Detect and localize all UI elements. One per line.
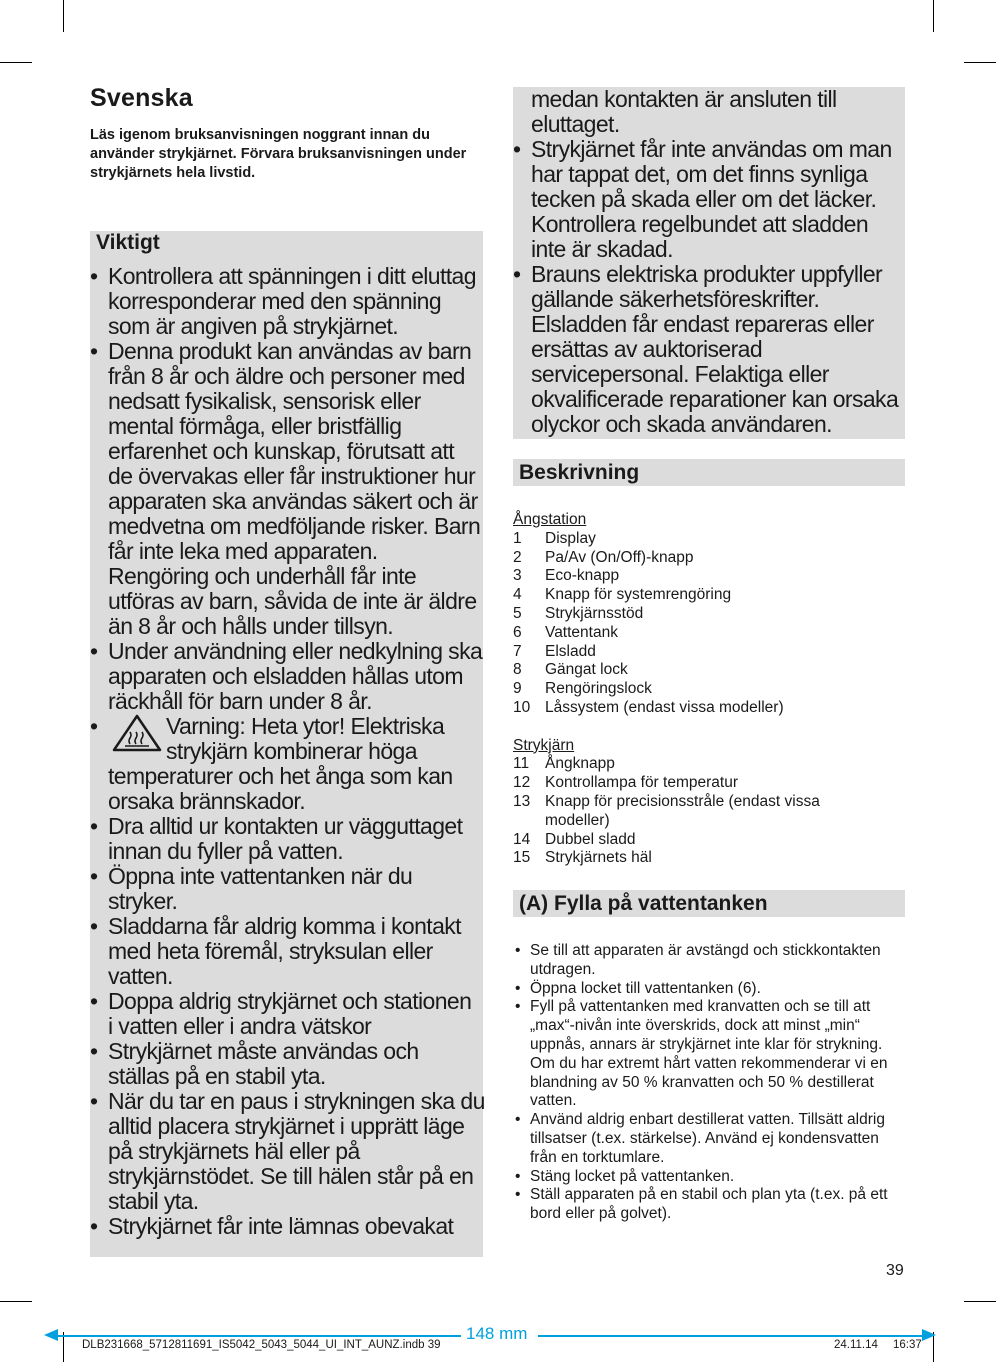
crop-mark	[63, 0, 64, 32]
list-item: • Stäng locket på vattentanken.	[513, 1168, 908, 1187]
part-row: 6 Vattentank	[513, 623, 618, 641]
list-item: • Doppa aldrig strykjärnet och stationen i vatten eller i andra vätskor	[90, 989, 490, 1039]
page-number: 39	[886, 1262, 904, 1279]
list-item: • Strykjärnet får inte lämnas obevakat	[90, 1214, 490, 1239]
part-row: 10 Låssystem (endast vissa modeller)	[513, 698, 784, 716]
part-row: 12 Kontrollampa för temperatur	[513, 774, 738, 792]
description-heading-bar	[513, 459, 905, 486]
part-row: 7 Elsladd	[513, 642, 596, 660]
fill-tank-steps	[513, 942, 908, 1224]
list-item: • Använd aldrig enbart destillerat vatten. Tillsätt aldrig tillsatser (t.ex. stärkelse). Använd ej kondensvatten från en torktumlare.	[513, 1111, 908, 1167]
measure-line-right	[538, 1335, 924, 1337]
part-row: 3 Eco-knapp	[513, 567, 620, 585]
crop-mark	[964, 62, 996, 63]
page-title: Svenska	[90, 84, 193, 112]
parts-list	[513, 511, 875, 868]
part-row: 2 Pa/Av (On/Off)-knapp	[513, 548, 694, 566]
width-measure-label: 148 mm	[466, 1324, 528, 1343]
arrow-right-icon	[922, 1329, 936, 1341]
part-row: 9 Rengöringslock	[513, 680, 652, 698]
part-row: 5 Strykjärnsstöd	[513, 604, 644, 622]
intro-text: Läs igenom bruksanvisningen noggrant innan du använder strykjärnet. Förvara bruksanvisningen under strykjärnets hela livstid.	[90, 127, 467, 181]
part-row: 15 Strykjärnets häl	[513, 849, 652, 867]
list-item: • Under användning eller nedkylning ska apparaten och elsladden hållas utom räckhåll för barn under 8 år.	[90, 639, 490, 714]
part-row: 8 Gängat lock	[513, 661, 628, 679]
print-date: 24.11.14	[834, 1339, 878, 1351]
hot-surface-warning-icon	[112, 714, 162, 752]
list-item: Rengöring och underhåll får inte utföras av barn, såvida de inte är äldre än 8 år och hålls under tillsyn.	[108, 563, 477, 639]
part-row: 14 Dubbel sladd	[513, 830, 636, 848]
crop-mark	[0, 62, 32, 63]
crop-mark	[0, 1301, 32, 1302]
fill-tank-heading-bar	[513, 890, 905, 917]
list-item: medan kontakten är ansluten till eluttaget.	[531, 86, 837, 137]
list-item: • Strykjärnet får inte användas om man har tappat det, om det finns synliga tecken på skada eller om det läcker. Kontrollera regelbundet att sladden inte är skadad.	[513, 137, 905, 262]
important-list-continued	[513, 87, 905, 437]
station-group-label: Ångstation	[513, 511, 587, 528]
important-box-continued	[513, 87, 905, 439]
list-item-warning: • Varning: Heta ytor! Elektriska strykjärn kombinerar höga temperaturer och het ånga som kan orsaka brännskador.	[90, 714, 490, 814]
list-item: • Fyll på vattentanken med kranvatten och se till att „max“-nivån inte överskrids, dock att minst „min“ uppnås, annars är strykjärnet inte klar för strykning. Om du har extremt hårt vatten rekommenderar vi en blandning av 50 % kranvatten och 50 % destillerat vatten.	[513, 998, 908, 1111]
important-list	[90, 264, 490, 1239]
important-box	[90, 231, 483, 1257]
list-item: • Öppna locket till vattentanken (6).	[513, 980, 908, 999]
list-item: • Denna produkt kan användas av barn från 8 år och äldre och personer med nedsatt fysikalisk, sensorisk eller mental förmåga, eller bristfällig erfarenhet och kunskap, förutsatt att de övervakas eller får instruktioner hur apparaten ska användas säkert och är medvetna om medföljande risker. Barn får inte leka med apparaten.	[90, 339, 490, 564]
crop-mark	[933, 0, 934, 32]
important-heading: Viktigt	[96, 231, 160, 254]
measure-line-left	[56, 1335, 461, 1337]
fill-tank-heading: (A) Fylla på vattentanken	[519, 892, 768, 915]
part-row: 4 Knapp för systemrengöring	[513, 586, 732, 604]
part-row: 1 Display	[513, 529, 596, 547]
crop-mark	[63, 1332, 64, 1362]
list-item: • Se till att apparaten är avstängd och stickkontakten utdragen.	[513, 942, 908, 980]
list-item: • Öppna inte vattentanken när du stryker.	[90, 864, 490, 914]
list-item: • Strykjärnet måste användas och ställas på en stabil yta.	[90, 1039, 490, 1089]
list-item: • Ställ apparaten på en stabil och plan yta (t.ex. på ett bord eller på golvet).	[513, 1186, 908, 1224]
part-row: 11 Ångknapp	[513, 755, 615, 773]
print-file-name: DLB231668_5712811691_IS5042_5043_5044_UI_INT_AUNZ.indb 39	[82, 1339, 441, 1351]
part-row: 13 Knapp för precisionsstråle (endast vissa modeller)	[513, 792, 820, 829]
list-item: • Brauns elektriska produkter uppfyller gällande säkerhetsföreskrifter. Elsladden får endast repareras eller ersättas av auktoriserad servicepersonal. Felaktiga eller okvalificerade reparationer kan orsaka olyckor och skada användaren.	[513, 262, 905, 437]
iron-group-label: Strykjärn	[513, 736, 575, 754]
crop-mark	[964, 1301, 996, 1302]
print-time: 16:37	[893, 1339, 922, 1351]
list-item: • Sladdarna får aldrig komma i kontakt med heta föremål, stryksulan eller vatten.	[90, 914, 490, 989]
list-item: • När du tar en paus i strykningen ska du alltid placera strykjärnet i upprätt läge på strykjärnets häl eller på strykjärnstödet. Se till hälen står på en stabil yta.	[90, 1089, 490, 1214]
list-item: • Kontrollera att spänningen i ditt eluttag korresponderar med den spänning som är angiven på strykjärnet.	[90, 264, 490, 339]
list-item: • Dra alltid ur kontakten ur vägguttaget innan du fyller på vatten.	[90, 814, 490, 864]
description-heading: Beskrivning	[519, 461, 640, 484]
